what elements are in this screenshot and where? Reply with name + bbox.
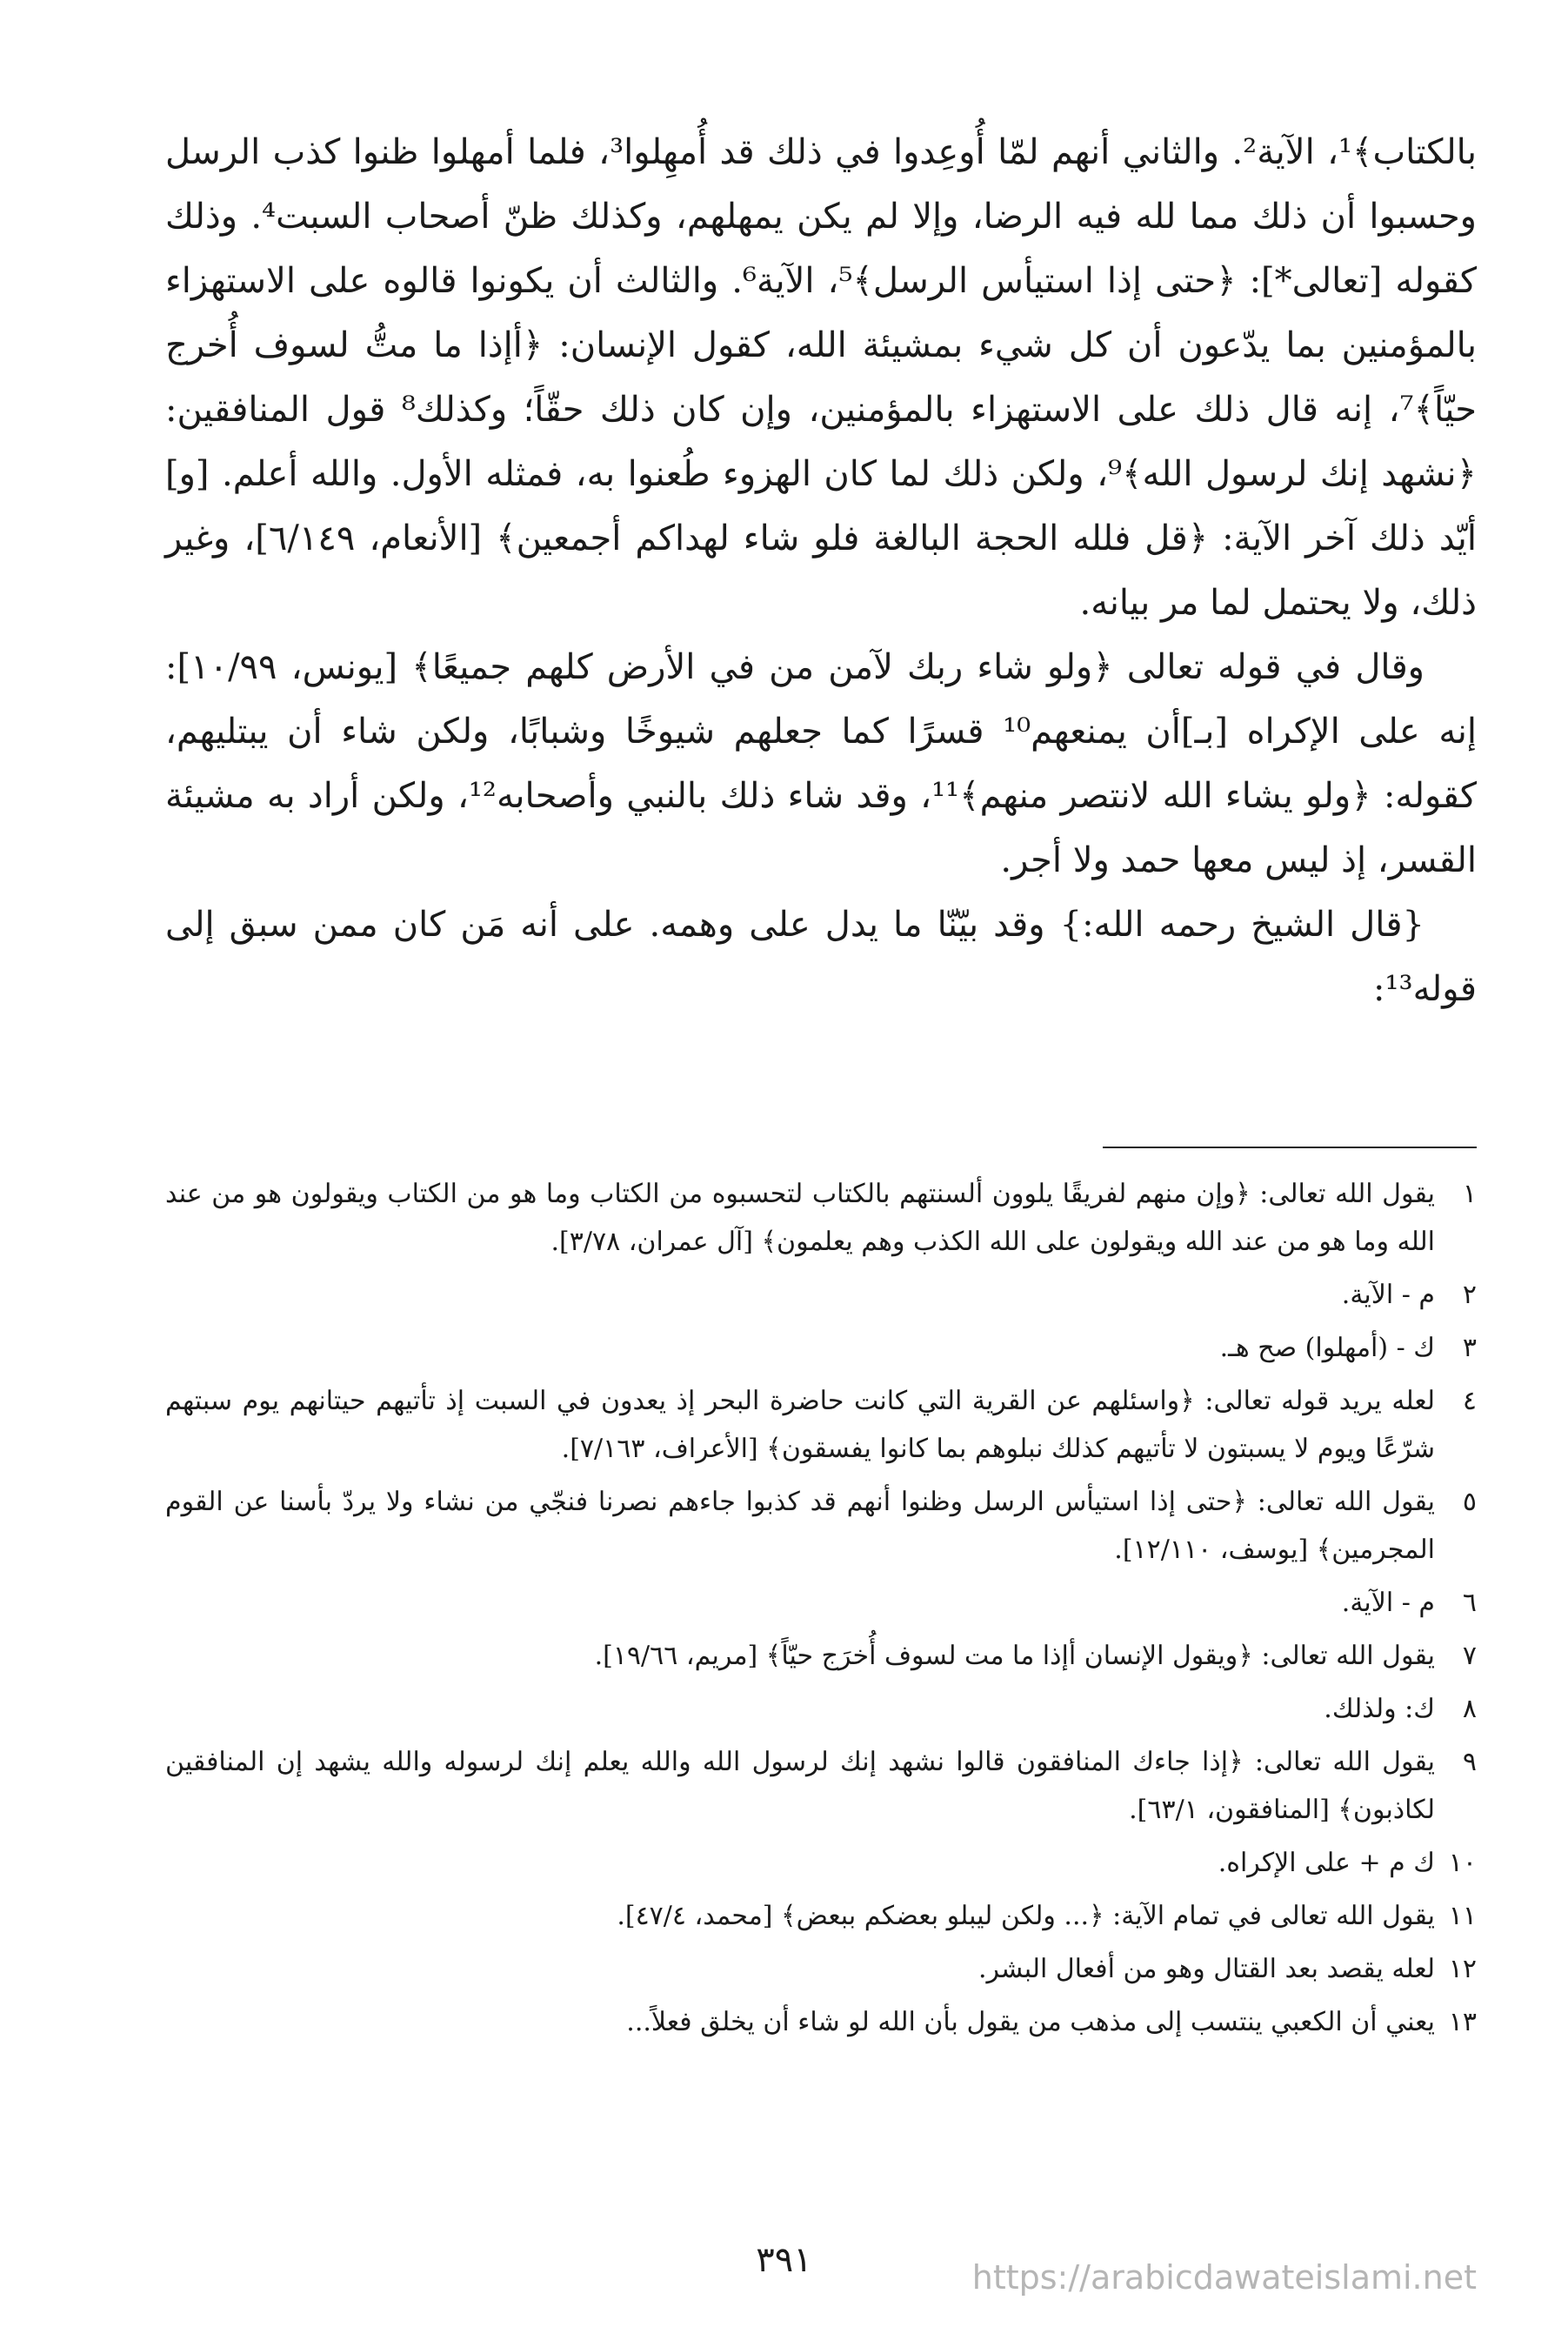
footnote-text: يقول الله تعالى: ﴿حتى إذا استيأس الرسل وظنوا أنهم قد كذبوا جاءهم نصرنا فنجّي من نشاء ولا يردّ بأسنا عن القوم المجرمين﴾ [يوسف، ١٢/١١٠]. xyxy=(165,1487,1435,1565)
footnote xyxy=(165,1478,1477,1574)
watermark-url: https://arabicdawateislami.net xyxy=(971,2258,1477,2297)
footnote-number: ١ xyxy=(1462,1179,1477,1209)
footnote-number: ١٠ xyxy=(1448,1848,1477,1878)
footnote-number: ١٢ xyxy=(1448,1954,1477,1984)
footnotes xyxy=(165,1170,1477,2051)
footnote-number: ٧ xyxy=(1462,1641,1477,1671)
footnote xyxy=(165,1685,1477,1733)
footnote-number: ٤ xyxy=(1462,1386,1477,1416)
footnote xyxy=(165,1170,1477,1266)
footnote-number: ٩ xyxy=(1462,1747,1477,1777)
footnote-text: يقول الله تعالى: ﴿ويقول الإنسان أإذا ما مت لسوف أُخرَج حيّاً﴾ [مريم، ١٩/٦٦]. xyxy=(594,1641,1435,1671)
footnote-text: م - الآية. xyxy=(1341,1588,1435,1618)
footnote-number: ١٣ xyxy=(1448,2007,1477,2037)
footnote-number: ٢ xyxy=(1462,1280,1477,1310)
footnote-text: لعله يقصد بعد القتال وهو من أفعال البشر. xyxy=(977,1954,1435,1984)
paragraph-3: {قال الشيخ رحمه الله:} وقد بيّنّا ما يدل على وهمه. على أنه مَن كان ممن سبق إلى قوله¹³: xyxy=(165,905,1477,1009)
footnote xyxy=(165,1738,1477,1834)
paragraph-2: وقال في قوله تعالى ﴿ولو شاء ربك لآمن من في الأرض كلهم جميعًا﴾ [يونس، ١٠/٩٩]: إنه على الإكراه [بـ]أن يمنعهم¹⁰ قسرًا كما جعلهم شيوخًا وشبابًا، ولكن شاء أن يبتليهم، كقوله: ﴿ولو يشاء الله لانتصر منهم﴾¹¹، وقد شاء ذلك بالنبي وأصحابه¹²، ولكن أراد به مشيئة القسر، إذ ليس معها حمد ولا أجر. xyxy=(165,647,1478,880)
footnote-text: يعني أن الكعبي ينتسب إلى مذهب من يقول بأن الله لو شاء أن يخلق فعلاً... xyxy=(626,2007,1435,2037)
footnote xyxy=(165,1892,1477,1940)
footnote xyxy=(165,1324,1477,1372)
footnote-separator xyxy=(1103,1147,1477,1148)
footnote-text: ك - (أمهلوا) صح هـ. xyxy=(1219,1333,1435,1363)
footnote-number: ٦ xyxy=(1462,1588,1477,1618)
footnote xyxy=(165,1632,1477,1680)
footnote xyxy=(165,1271,1477,1319)
page-number: ٣٩١ xyxy=(756,2240,812,2280)
main-text xyxy=(165,120,1477,1021)
footnote-text: ك: ولذلك. xyxy=(1324,1694,1435,1724)
paragraph-1: بالكتاب﴾¹، الآية². والثاني أنهم لمّا أُوعِدوا في ذلك قد أُمهِلوا³، فلما أمهلوا ظنوا كذب الرسل وحسبوا أن ذلك مما لله فيه الرضا، وإلا لم يكن يمهلهم، وكذلك ظنّ أصحاب السبت⁴. وذلك كقوله [تعالى*]: ﴿حتى إذا استيأس الرسل﴾⁵، الآية⁶. والثالث أن يكونوا قالوه على الاستهزاء بالمؤمنين بما يدّعون أن كل شيء بمشيئة الله، كقول الإنسان: ﴿أإذا ما متُّ لسوف أُخرج حيّاً﴾⁷، إنه قال ذلك على الاستهزاء بالمؤمنين، وإن كان ذلك حقّاً؛ وكذلك⁸ قول المنافقين: ﴿نشهد إنك لرسول الله﴾⁹، ولكن ذلك لما كان الهزوء طُعنوا به، فمثله الأول. والله أعلم. [و] أيّد ذلك آخر الآية: ﴿قل فلله الحجة البالغة فلو شاء لهداكم أجمعين﴾ [الأنعام، ٦/١٤٩]، وغير ذلك، ولا يحتمل لما مر بيانه. xyxy=(165,132,1478,623)
footnote-number: ٨ xyxy=(1462,1694,1477,1724)
footnote-text: يقول الله تعالى في تمام الآية: ﴿... ولكن ليبلو بعضكم ببعض﴾ [محمد، ٤٧/٤]. xyxy=(617,1901,1435,1931)
footnote-number: ٥ xyxy=(1462,1487,1477,1517)
footnote-text: يقول الله تعالى: ﴿إذا جاءك المنافقون قالوا نشهد إنك لرسول الله والله يعلم إنك لرسوله والله يشهد إن المنافقين لكاذبون﴾ [المنافقون، ٦٣/١]. xyxy=(165,1747,1435,1825)
footnote-text: م - الآية. xyxy=(1341,1280,1435,1310)
footnote xyxy=(165,1377,1477,1473)
footnote xyxy=(165,1579,1477,1627)
footnote-number: ١١ xyxy=(1448,1901,1477,1931)
footnote-text: لعله يريد قوله تعالى: ﴿واسئلهم عن القرية التي كانت حاضرة البحر إذ يعدون في السبت إذ تأتيهم حيتانهم يوم سبتهم شرّعًا ويوم لا يسبتون لا تأتيهم كذلك نبلوهم بما كانوا يفسقون﴾ [الأعراف، ٧/١٦٣]. xyxy=(165,1386,1435,1464)
footnote-text: ك م + على الإكراه. xyxy=(1218,1848,1435,1878)
footnote xyxy=(165,1839,1477,1887)
footnote xyxy=(165,1945,1477,1993)
footnote-text: يقول الله تعالى: ﴿وإن منهم لفريقًا يلوون ألسنتهم بالكتاب لتحسبوه من الكتاب وما هو من الكتاب ويقولون هو من عند الله وما هو من عند الله ويقولون على الله الكذب وهم يعلمون﴾ [آل عمران، ٣/٧٨]. xyxy=(165,1179,1435,1257)
footnote xyxy=(165,1998,1477,2046)
footnote-number: ٣ xyxy=(1462,1333,1477,1363)
